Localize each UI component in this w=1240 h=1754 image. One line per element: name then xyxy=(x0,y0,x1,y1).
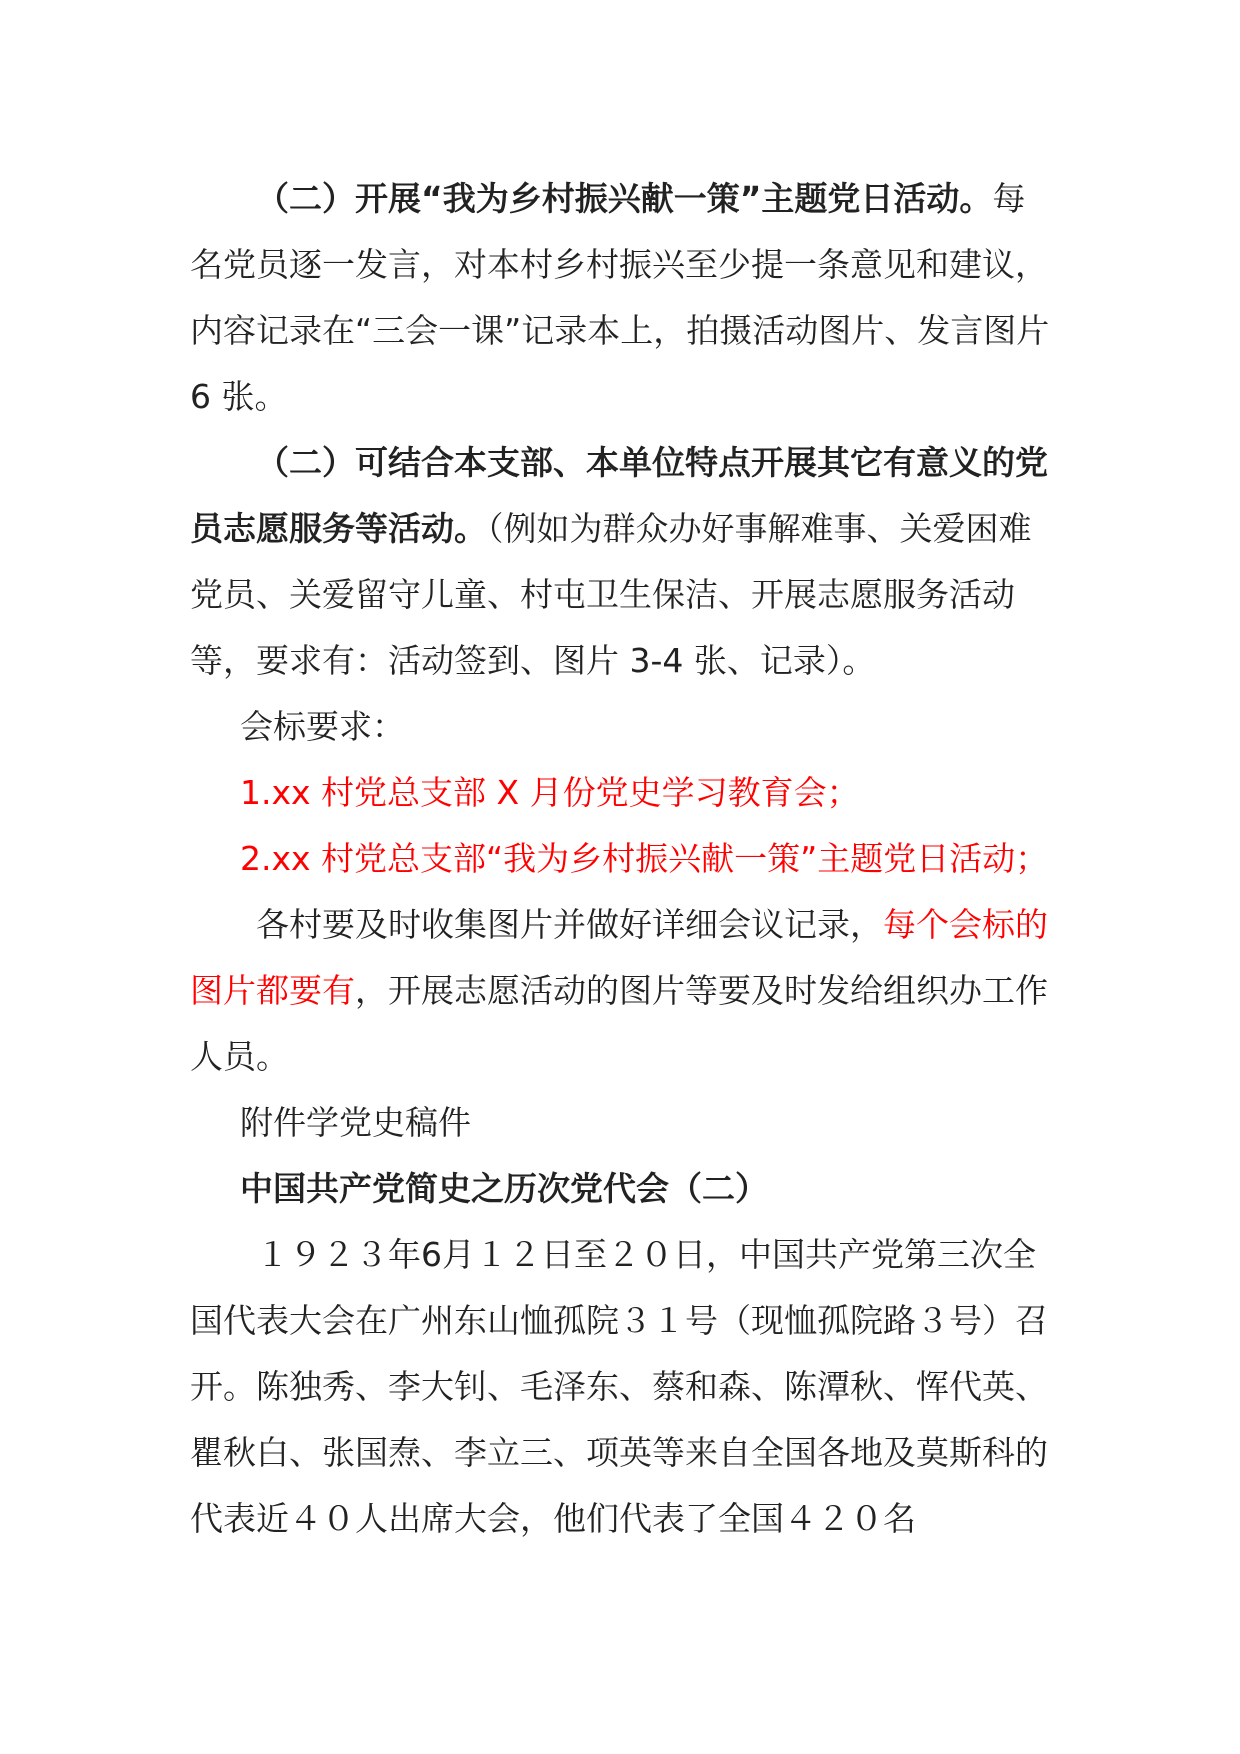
paragraph-theme-activity xyxy=(190,166,1050,430)
article-title: 中国共产党简史之历次党代会（二） xyxy=(240,1169,768,1208)
paragraph-text: 每名党员逐一发言，对本村乡村振兴至少提一条意见和建议，内容记录在“三会一课”记录本上，拍摄活动图片、发言图片 6 张。 xyxy=(190,179,1050,416)
banner-item-1: 1.xx 村党总支部 X 月份党史学习教育会； xyxy=(240,773,860,812)
paragraph-text: 各村要及时收集图片并做好详细会议记录， xyxy=(256,905,883,944)
paragraph-volunteer-activity xyxy=(190,430,1050,694)
article-paragraph: １９２３年6月１２日至２０日，中国共产党第三次全国代表大会在广州东山恤孤院３１号（现恤孤院路３号）召开。陈独秀、李大钊、毛泽东、蔡和森、陈潭秋、恽代英、瞿秋白、张国焘、李立三、项英等来自全国各地及莫斯科的代表近４０人出席大会，他们代表了全国４２０名 xyxy=(190,1235,1048,1538)
banner-item-2: 2.xx 村党总支部“我为乡村振兴献一策”主题党日活动； xyxy=(240,839,1049,878)
paragraph-heading: （二）可结合本支部、本单位特点开展其它有意义的党员志愿服务等活动。 xyxy=(190,443,1048,548)
attachment-label: 附件学党史稿件 xyxy=(240,1103,471,1142)
paragraph-heading: （二）开展“我为乡村振兴献一策”主题党日活动。 xyxy=(256,179,993,218)
document-body xyxy=(190,166,1050,1552)
paragraph-text: ，开展志愿活动的图片等要及时发给组织办工作人员。 xyxy=(190,971,1048,1076)
paragraph-banner-requirements: 会标要求： xyxy=(240,707,405,746)
paragraph-highlight: 每个会标的图片都要有 xyxy=(190,905,1048,1010)
paragraph-collect-photos xyxy=(190,892,1050,1090)
paragraph-text: （例如为群众办好事解难事、关爱困难党员、关爱留守儿童、村屯卫生保洁、开展志愿服务活动等，要求有：活动签到、图片 3-4 张、记录）。 xyxy=(190,509,1032,680)
